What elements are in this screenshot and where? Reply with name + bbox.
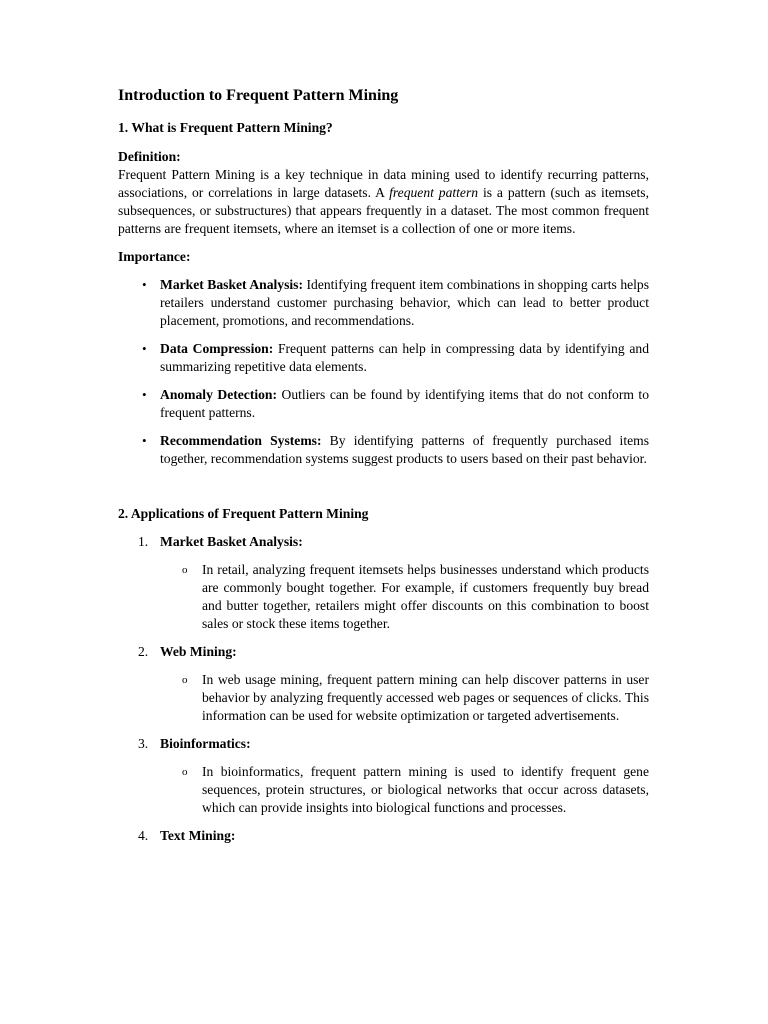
application-item bbox=[138, 827, 649, 845]
application-detail-text: In bioinformatics, frequent pattern mining is used to identify frequent gene sequences, protein structures, or biological networks that occur across datasets, which can provide insights into biological functions and processes. bbox=[202, 764, 649, 815]
importance-item bbox=[142, 340, 649, 376]
application-item bbox=[138, 643, 649, 725]
importance-item-term: Data Compression: bbox=[160, 341, 274, 356]
importance-item bbox=[142, 276, 650, 330]
application-detail bbox=[182, 763, 649, 817]
importance-item-text: Outliers can be found by identifying items that do not conform to frequent patterns. bbox=[160, 387, 649, 420]
application-detail-list bbox=[160, 561, 649, 633]
importance-item bbox=[142, 432, 650, 468]
section2-heading: 2. Applications of Frequent Pattern Mining bbox=[118, 506, 369, 521]
application-detail-text: In web usage mining, frequent pattern mining can help discover patterns in user behavior by analyzing frequently accessed web pages or sequences of clicks. This information can be used for website optimization or targeted advertisements. bbox=[202, 672, 649, 723]
importance-item-text: Identifying frequent item combinations in shopping carts helps retailers understand customer purchasing behavior, which can lead to better product placement, promotions, and recommendations. bbox=[160, 277, 650, 328]
bullet-icon: • bbox=[142, 387, 147, 402]
bullet-icon: • bbox=[142, 341, 147, 356]
document-title: Introduction to Frequent Pattern Mining bbox=[118, 87, 399, 104]
application-detail-list bbox=[160, 671, 649, 725]
definition-italic-term: frequent pattern bbox=[389, 185, 479, 200]
importance-item-text: By identifying patterns of frequently purchased items together, recommendation systems suggest products to users based on their past behavior. bbox=[160, 433, 650, 466]
application-detail bbox=[182, 561, 649, 633]
application-title: Market Basket Analysis: bbox=[160, 534, 303, 549]
application-detail-list bbox=[160, 763, 649, 817]
importance-item-term: Anomaly Detection: bbox=[160, 387, 278, 402]
circle-bullet-icon: o bbox=[182, 564, 188, 576]
importance-list bbox=[118, 276, 649, 468]
circle-bullet-icon: o bbox=[182, 766, 188, 778]
application-title: Bioinformatics: bbox=[160, 736, 251, 751]
application-item bbox=[138, 533, 649, 633]
importance-item-term: Recommendation Systems: bbox=[160, 433, 322, 448]
definition-text-after: is a pattern (such as itemsets, subsequences, or substructures) that appears frequently in a dataset. The most common frequent patterns are frequent itemsets, where an itemset is a collection of one or more items. bbox=[118, 185, 649, 236]
importance-item-text: Frequent patterns can help in compressing data by identifying and summarizing repetitive data elements. bbox=[160, 341, 649, 374]
definition-text-before: Frequent Pattern Mining is a key technique in data mining used to identify recurring patterns, associations, or correlations in large datasets. A bbox=[118, 167, 649, 200]
document-page bbox=[118, 86, 649, 845]
application-number: 3. bbox=[138, 736, 149, 751]
application-number: 4. bbox=[138, 828, 149, 843]
importance-item bbox=[142, 386, 649, 422]
application-title: Text Mining: bbox=[160, 828, 236, 843]
application-number: 2. bbox=[138, 644, 149, 659]
importance-label: Importance: bbox=[118, 249, 191, 264]
applications-list bbox=[118, 533, 649, 845]
application-title: Web Mining: bbox=[160, 644, 237, 659]
application-detail bbox=[182, 671, 649, 725]
bullet-icon: • bbox=[142, 433, 147, 448]
bullet-icon: • bbox=[142, 277, 147, 292]
importance-item-term: Market Basket Analysis: bbox=[160, 277, 303, 292]
definition-label: Definition: bbox=[118, 149, 181, 164]
circle-bullet-icon: o bbox=[182, 674, 188, 686]
application-detail-text: In retail, analyzing frequent itemsets helps businesses understand which products are commonly bought together. For example, if customers frequently buy bread and butter together, retailers might offer discounts on this combination to boost sales or stock these items together. bbox=[202, 562, 649, 631]
section1-heading: 1. What is Frequent Pattern Mining? bbox=[118, 120, 333, 135]
application-item bbox=[138, 735, 649, 817]
application-number: 1. bbox=[138, 534, 149, 549]
definition-paragraph bbox=[118, 166, 649, 238]
